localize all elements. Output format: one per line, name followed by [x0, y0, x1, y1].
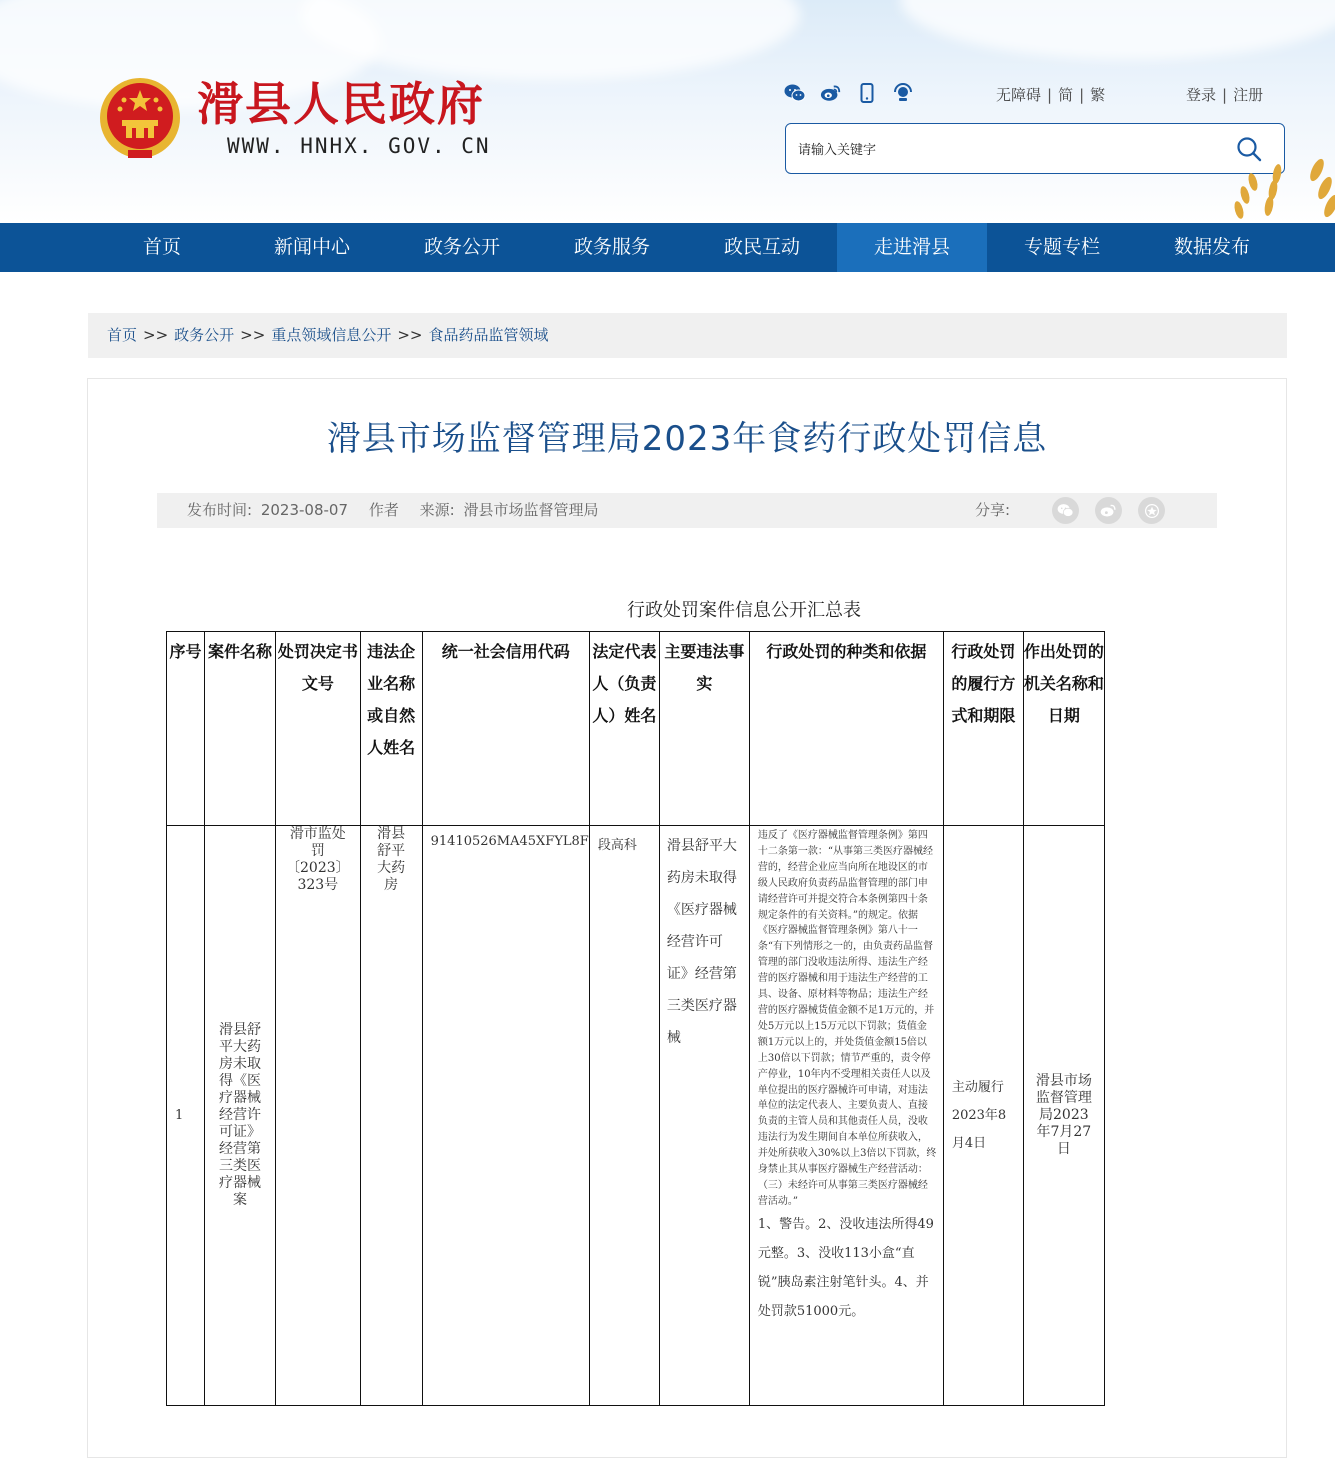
table-row: [167, 826, 1105, 1406]
source-label: 来源:: [419, 501, 455, 519]
cell-doc-no: 滑市监处罚〔2023〕323号: [276, 826, 361, 1406]
cell-legal-rep: 段高科: [589, 826, 659, 1406]
nav-item-gov-affairs[interactable]: 政务公开: [423, 236, 500, 258]
cell-no: 1: [167, 826, 205, 1406]
wheat-decoration-icon: [1225, 130, 1335, 223]
search-box: [785, 123, 1285, 174]
share-label: 分享:: [975, 501, 1011, 519]
star-icon[interactable]: [1138, 497, 1165, 524]
site-title[interactable]: 滑县人民政府: [197, 77, 485, 131]
article-meta: [157, 493, 1217, 528]
article-title: 滑县市场监督管理局2023年食药行政处罚信息: [326, 419, 1048, 459]
breadcrumb: [88, 313, 1287, 358]
header-social-icons: [784, 82, 914, 104]
cell-case-name: 滑县舒平大药房未取得《医疗器械经营许可证》经营第三类医疗器械案: [205, 826, 276, 1406]
header-legal-rep: 法定代表人（负责人）姓名: [589, 632, 659, 826]
header-no: 序号: [167, 632, 205, 826]
publish-date: 2023-08-07: [260, 501, 349, 519]
nav-item-about[interactable]: 走进滑县: [837, 223, 987, 272]
simplified-chinese-link[interactable]: 简: [1058, 86, 1074, 104]
nav-item-interaction[interactable]: 政民互动: [723, 236, 800, 258]
publish-label: 发布时间:: [187, 501, 253, 519]
nav-item-data[interactable]: 数据发布: [1173, 236, 1250, 258]
register-link[interactable]: 注册: [1233, 86, 1264, 104]
mobile-icon[interactable]: [856, 82, 878, 104]
breadcrumb-gov-affairs[interactable]: 政务公开: [174, 326, 235, 344]
header-case-name: 案件名称: [205, 632, 276, 826]
penalty-table: [166, 631, 1105, 1406]
header-facts: 主要违法事实: [659, 632, 749, 826]
accessibility-link[interactable]: 无障碍: [996, 86, 1042, 104]
auth-links: [1186, 84, 1263, 105]
cell-basis: [749, 826, 943, 1406]
breadcrumb-separator: >>: [397, 326, 423, 344]
cell-facts: 滑县舒平大药房未取得《医疗器械经营许可证》经营第三类医疗器械: [659, 826, 749, 1406]
weibo-icon[interactable]: [1095, 497, 1122, 524]
header-authority: 作出处罚的机关名称和日期: [1023, 632, 1104, 826]
national-emblem-icon: [98, 76, 182, 162]
divider: |: [1047, 86, 1053, 104]
divider: |: [1079, 86, 1085, 104]
wechat-icon[interactable]: [1052, 497, 1079, 524]
site-url: WWW. HNHX. GOV. CN: [227, 134, 491, 158]
header-performance: 行政处罚的履行方式和期限: [943, 632, 1023, 826]
weibo-icon[interactable]: [820, 82, 842, 104]
author-label: 作者: [368, 501, 399, 519]
login-link[interactable]: 登录: [1186, 86, 1217, 104]
nav-item-news[interactable]: 新闻中心: [273, 236, 350, 258]
cloud-decoration: [900, 0, 1335, 60]
cell-performance: 主动履行2023年8月4日: [943, 826, 1023, 1406]
site-header: [0, 0, 1335, 223]
header-doc-no: 处罚决定书文号: [276, 632, 361, 826]
header-credit-code: 统一社会信用代码: [422, 632, 589, 826]
main-nav: [0, 223, 1335, 272]
breadcrumb-key-areas[interactable]: 重点领域信息公开: [271, 326, 392, 344]
source-value: 滑县市场监督管理局: [463, 501, 599, 519]
broadcast-icon[interactable]: [892, 82, 914, 104]
nav-item-services[interactable]: 政务服务: [573, 236, 650, 258]
nav-item-home[interactable]: 首页: [142, 236, 181, 258]
article-panel: [87, 378, 1287, 1458]
header-basis: 行政处罚的种类和依据: [749, 632, 943, 826]
traditional-chinese-link[interactable]: 繁: [1090, 86, 1106, 104]
breadcrumb-separator: >>: [240, 326, 266, 344]
table-header-row: [167, 632, 1105, 826]
cloud-decoration: [300, 0, 800, 80]
accessibility-tools: [996, 84, 1105, 105]
search-input[interactable]: [796, 136, 1220, 164]
divider: |: [1222, 86, 1228, 104]
breadcrumb-food-drug[interactable]: 食品药品监管领域: [428, 326, 549, 344]
share-icons: [1052, 497, 1165, 524]
wechat-icon[interactable]: [784, 82, 806, 104]
breadcrumb-separator: >>: [143, 326, 169, 344]
basis-legal-text: 违反了《医疗器械监督管理条例》第四十二条第一款：“从事第三类医疗器械经营的，经营企业应当向所在地设区的市级人民政府负责药品监督管理的部门申请经营许可并提交符合本条例第四十条规定条件的有关资料。”的规定。依据《医疗器械监督管理条例》第八十一条“有下列情形之一的，由负责药品监督管理的部门没收违法所得、违法生产经营的医疗器械和用于违法生产经营的工具、设备、原材料等物品；违法生产经营的医疗器械货值金额不足1万元的，并处5万元以上15万元以下罚款；货值金额1万元以上的，并处货值金额15倍以上30倍以下罚款；情节严重的，责令停产停业，10年内不受理相关责任人以及单位提出的医疗器械许可申请，对违法单位的法定代表人、主要负责人、直接负责的主管人员和其他责任人员，没收违法行为发生期间自本单位所获收入，并处所获收入30%以上3倍以下罚款，终身禁止其从事医疗器械生产经营活动：（三）未经许可从事第三类医疗器械经营活动。”: [757, 830, 937, 1207]
cell-credit-code: 91410526MA45XFYL8F: [422, 826, 589, 1406]
cell-party: 滑县舒平大药房: [360, 826, 422, 1406]
basis-penalty-text: 1、警告。2、没收违法所得49元整。3、没收113小盒“直锐”胰岛素注射笔针头。4、并处罚款51000元。: [757, 1216, 934, 1319]
breadcrumb-home[interactable]: 首页: [107, 326, 138, 344]
header-party: 违法企业名称或自然人姓名: [360, 632, 422, 826]
table-caption: 行政处罚案件信息公开汇总表: [627, 600, 861, 621]
cell-authority: 滑县市场监督管理局2023年7月27日: [1023, 826, 1104, 1406]
nav-item-topics[interactable]: 专题专栏: [1023, 236, 1100, 258]
